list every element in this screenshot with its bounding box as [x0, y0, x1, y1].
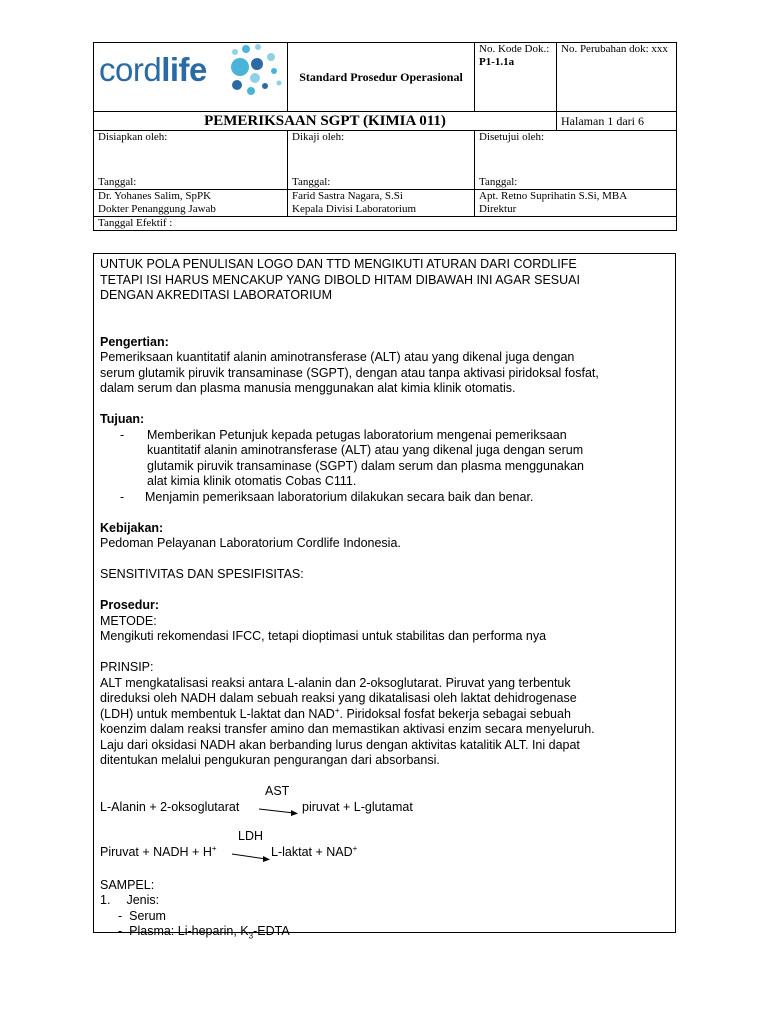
reaction-arrow-icon: [231, 851, 273, 863]
document-body: [93, 253, 676, 941]
sop-title: Standard Prosedur Operasional: [288, 43, 475, 112]
doc-code: No. Kode Dok.: P1-1.1a: [475, 43, 557, 112]
section-heading-tujuan: Tujuan:: [100, 412, 145, 426]
reaction-equation-1: AST L-Alanin + 2-oksoglutarat piruvat + L-glutamat: [100, 784, 670, 817]
approved-date: Tanggal:: [479, 176, 518, 188]
paragraph-line: Laju dari oksidasi NADH akan berbanding lurus dengan aktivitas katalitik ALT. Ini dapat: [100, 737, 580, 752]
prepared-by: Disiapkan oleh: Tanggal:: [94, 131, 288, 190]
numbered-item: 1. Jenis:: [100, 893, 160, 907]
effective-date: Tanggal Efektif :: [94, 217, 677, 231]
reaction-equation-2: LDH Piruvat + NADH + H+ L-laktat + NAD+: [100, 829, 670, 862]
notice-line: UNTUK POLA PENULISAN LOGO DAN TTD MENGIKUTI ATURAN DARI CORDLIFE: [100, 257, 577, 271]
paragraph-line: serum glutamik piruvik transaminase (SGPT), dengan atau tanpa aktivasi piridoksal fosfat,: [100, 365, 599, 380]
reviewed-date: Tanggal:: [292, 176, 331, 188]
section-heading-pengertian: Pengertian:: [100, 334, 169, 349]
paragraph-line: dalam serum dan plasma manusia menggunakan alat kimia klinik otomatis.: [100, 381, 516, 395]
list-item: - Memberikan Petunjuk kepada petugas laboratorium mengenai pemeriksaan kuantitatif alanin aminotransferase (ALT) atau yang dikenal juga dengan serum glutamik piruvik transaminase (SGPT) dalam serum dan plasma menggunakan alat kimia klinik otomatis Cobas C111.: [120, 427, 584, 488]
paragraph-line: Pedoman Pelayanan Laboratorium Cordlife Indonesia.: [100, 536, 401, 550]
document-title: PEMERIKSAAN SGPT (KIMIA 011): [94, 112, 557, 131]
enzyme-label: LDH: [238, 829, 264, 843]
prepared-date: Tanggal:: [98, 176, 137, 188]
approved-by: Disetujui oleh: Tanggal:: [475, 131, 677, 190]
paragraph-line: ALT mengkatalisasi reaksi antara L-alanin dan 2-oksoglutarat. Piruvat yang terbentuk: [100, 675, 571, 690]
paragraph-line: Pemeriksaan kuantitatif alanin aminotransferase (ALT) atau yang dikenal juga dengan: [100, 350, 575, 364]
prepared-signatory: Dr. Yohanes Salim, SpPK Dokter Penanggung Jawab: [94, 190, 288, 217]
approved-signatory: Apt. Retno Suprihatin S.Si, MBA Direktur: [475, 190, 677, 217]
enzyme-label: AST: [265, 784, 290, 798]
revision-number: No. Perubahan dok: xxx: [557, 43, 677, 112]
reviewed-signatory: Farid Sastra Nagara, S.Si Kepala Divisi Laboratorium: [288, 190, 475, 217]
logo-wordmark: cordlife: [99, 51, 207, 88]
subheading-metode: METODE:: [100, 613, 157, 628]
header-table: [93, 42, 677, 231]
notice-line: TETAPI ISI HARUS MENCAKUP YANG DIBOLD HITAM DIBAWAH INI AGAR SESUAI: [100, 272, 580, 287]
subheading-sampel: SAMPEL:: [100, 877, 155, 892]
subheading-prinsip: PRINSIP:: [100, 660, 154, 674]
page-number: Halaman 1 dari 6: [557, 112, 677, 131]
paragraph-line: ditentukan melalui pengukuran pengurangan dari absorbansi.: [100, 753, 440, 767]
paragraph-line: direduksi oleh NADH dalam sebuah reaksi yang dikatalisasi oleh laktat dehidrogenase: [100, 691, 577, 705]
reaction-arrow-icon: [258, 806, 300, 818]
logo-cell: [94, 43, 288, 112]
list-item: - Plasma: Li-heparin, $K_3$-EDTA: [118, 924, 290, 941]
notice-line: DENGAN AKREDITASI LABORATORIUM: [100, 288, 332, 302]
section-heading-prosedur: Prosedur:: [100, 598, 160, 612]
paragraph-line: koenzim dalam reaksi transfer amino dan memastikan aktivasi enzim secara menyeluruh.: [100, 722, 595, 736]
section-heading-kebijakan: Kebijakan:: [100, 520, 164, 535]
paragraph-line: Mengikuti rekomendasi IFCC, tetapi dioptimasi untuk stabilitas dan performa nya: [100, 629, 547, 643]
reviewed-by: Dikaji oleh: Tanggal:: [288, 131, 475, 190]
list-item: - Menjamin pemeriksaan laboratorium dilakukan secara baik dan benar.: [120, 489, 534, 504]
list-item: - Serum: [118, 908, 166, 923]
paragraph-line: (LDH) untuk membentuk L-laktat dan NAD+. Piridoksal fosfat bekerja sebagai sebuah: [100, 705, 571, 721]
section-heading-sensitivitas: SENSITIVITAS DAN SPESIFISITAS:: [100, 567, 304, 581]
